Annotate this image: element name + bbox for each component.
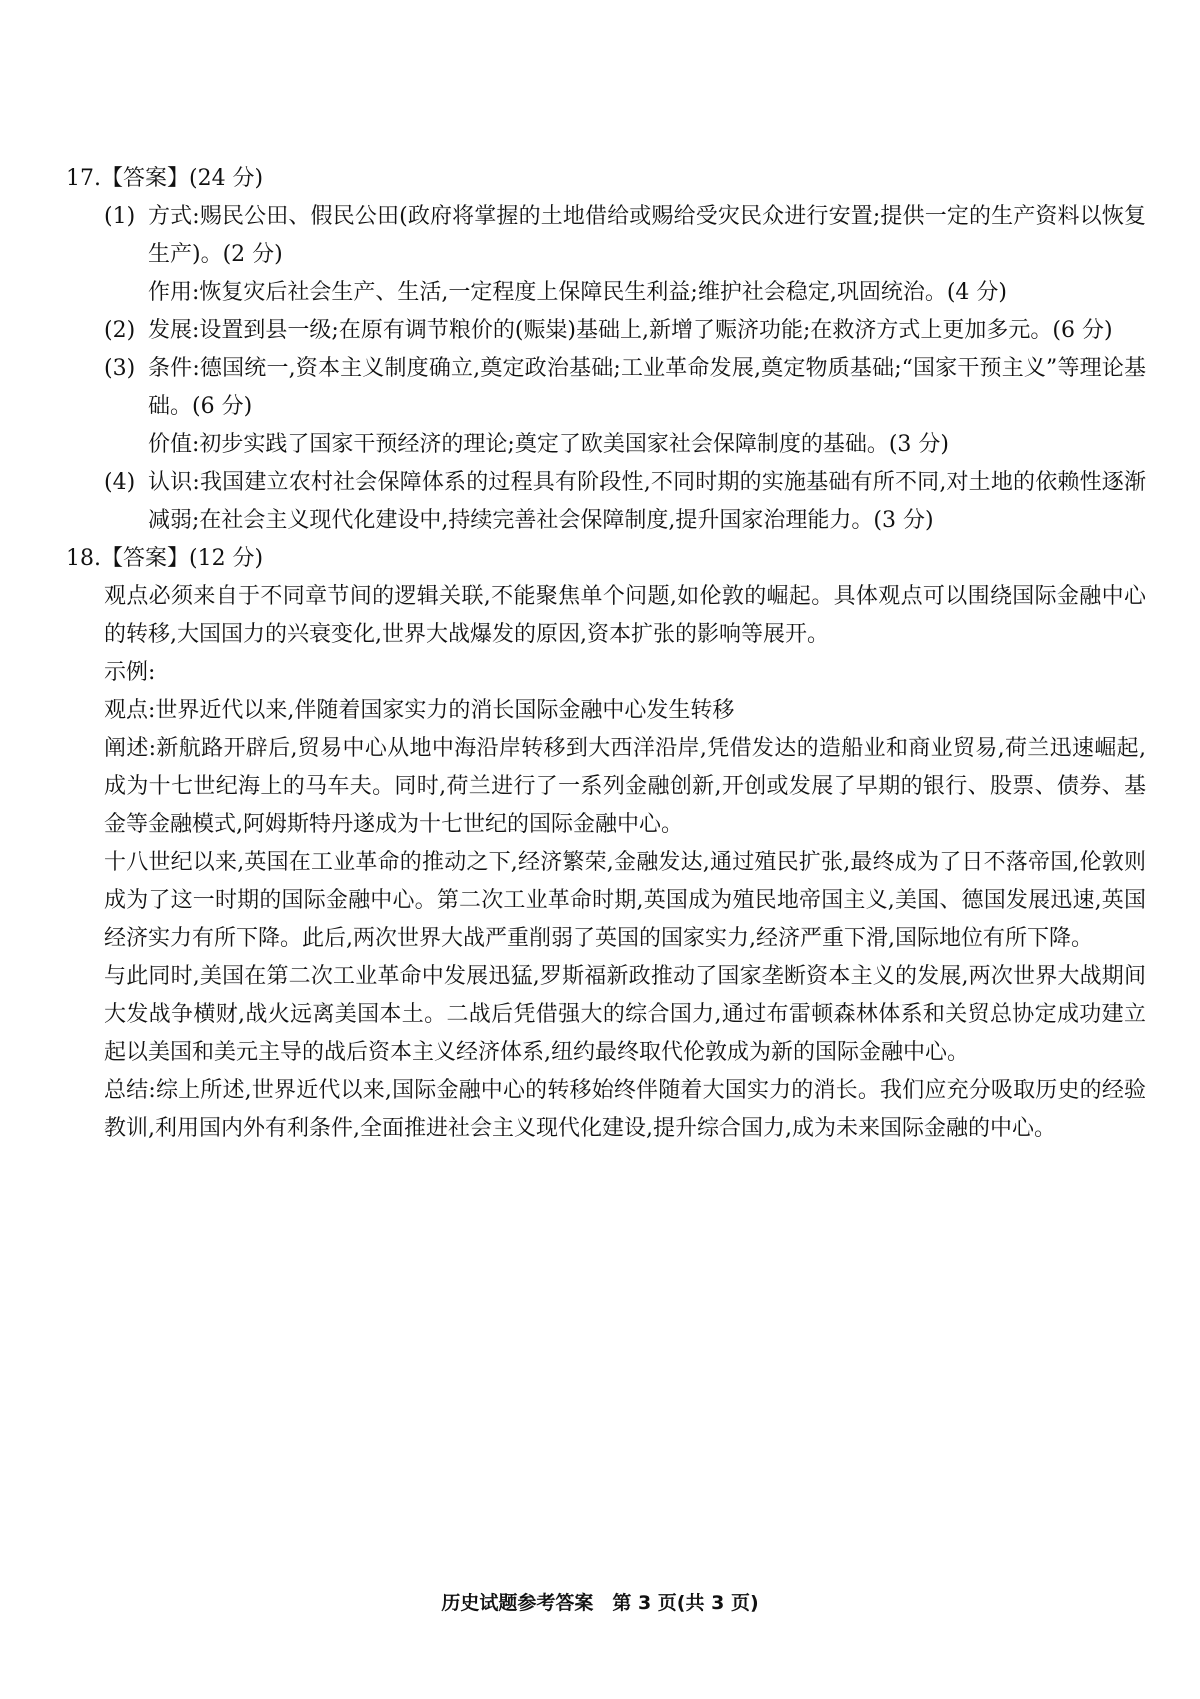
question-17-part-1 xyxy=(104,198,1146,312)
part-2-development-text: 发展:设置到县一级;在原有调节粮价的(赈粜)基础上,新增了赈济功能;在救济方式上更加多元。(6 分) xyxy=(148,318,1113,343)
question-17-answers xyxy=(66,198,1146,540)
part-number: (3) xyxy=(104,356,136,381)
part-3-conditions-text: 条件:德国统一,资本主义制度确立,奠定政治基础;工业革命发展,奠定物质基础;“国家干预主义”等理论基础。(6 分) xyxy=(148,356,1146,419)
question-17-section xyxy=(66,160,1146,540)
page-footer: 历史试题参考答案 第 3 页(共 3 页) xyxy=(441,1592,759,1614)
q18-viewpoint-paragraph: 观点:世界近代以来,伴随着国家实力的消长国际金融中心发生转移 xyxy=(104,698,735,723)
q18-summary-paragraph: 总结:综上所述,世界近代以来,国际金融中心的转移始终伴随着大国实力的消长。我们应充分吸取历史的经验教训,利用国内外有利条件,全面推进社会主义现代化建设,提升综合国力,成为未来国际金融的中心。 xyxy=(104,1078,1146,1141)
question-18-title: 18.【答案】(12 分) xyxy=(66,546,264,571)
question-17-part-4 xyxy=(104,464,1146,540)
part-number: (2) xyxy=(104,318,136,343)
part-number: (4) xyxy=(104,470,136,495)
part-4-understanding-text: 认识:我国建立农村社会保障体系的过程具有阶段性,不同时期的实施基础有所不同,对土地的依赖性逐渐减弱;在社会主义现代化建设中,持续完善社会保障制度,提升国家治理能力。(3 分) xyxy=(148,470,1146,533)
part-1-method-text: 方式:赐民公田、假民公田(政府将掌握的土地借给或赐给受灾民众进行安置;提供一定的生产资料以恢复生产)。(2 分) xyxy=(148,204,1146,267)
question-17-part-2 xyxy=(104,312,1146,350)
q18-elaboration-paragraph: 阐述:新航路开辟后,贸易中心从地中海沿岸转移到大西洋沿岸,凭借发达的造船业和商业贸易,荷兰迅速崛起,成为十七世纪海上的马车夫。同时,荷兰进行了一系列金融创新,开创或发展了早期的银行、股票、债券、基金等金融模式,阿姆斯特丹遂成为十七世纪的国际金融中心。 xyxy=(104,736,1146,837)
q18-usa-paragraph: 与此同时,美国在第二次工业革命中发展迅猛,罗斯福新政推动了国家垄断资本主义的发展,两次世界大战期间大发战争横财,战火远离美国本土。二战后凭借强大的综合国力,通过布雷顿森林体系和关贸总协定成功建立起以美国和美元主导的战后资本主义经济体系,纽约最终取代伦敦成为新的国际金融中心。 xyxy=(104,964,1146,1065)
question-18-section xyxy=(66,540,1146,1148)
question-17-title: 17.【答案】(24 分) xyxy=(66,166,264,191)
part-3-value-text: 价值:初步实践了国家干预经济的理论;奠定了欧美国家社会保障制度的基础。(3 分) xyxy=(148,432,949,457)
part-1-effect-text: 作用:恢复灾后社会生产、生活,一定程度上保障民生利益;维护社会稳定,巩固统治。(4 分) xyxy=(148,280,1007,305)
q18-intro-paragraph: 观点必须来自于不同章节间的逻辑关联,不能聚焦单个问题,如伦敦的崛起。具体观点可以围绕国际金融中心的转移,大国国力的兴衰变化,世界大战爆发的原因,资本扩张的影响等展开。 xyxy=(104,584,1146,647)
answer-content xyxy=(66,160,1146,1148)
question-17-part-3 xyxy=(104,350,1146,464)
q18-britain-paragraph: 十八世纪以来,英国在工业革命的推动之下,经济繁荣,金融发达,通过殖民扩张,最终成为了日不落帝国,伦敦则成为了这一时期的国际金融中心。第二次工业革命时期,英国成为殖民地帝国主义,美国、德国发展迅速,英国经济实力有所下降。此后,两次世界大战严重削弱了英国的国家实力,经济严重下滑,国际地位有所下降。 xyxy=(104,850,1146,951)
q18-example-label: 示例: xyxy=(104,660,156,685)
question-18-answers xyxy=(66,578,1146,1148)
part-number: (1) xyxy=(104,204,136,229)
